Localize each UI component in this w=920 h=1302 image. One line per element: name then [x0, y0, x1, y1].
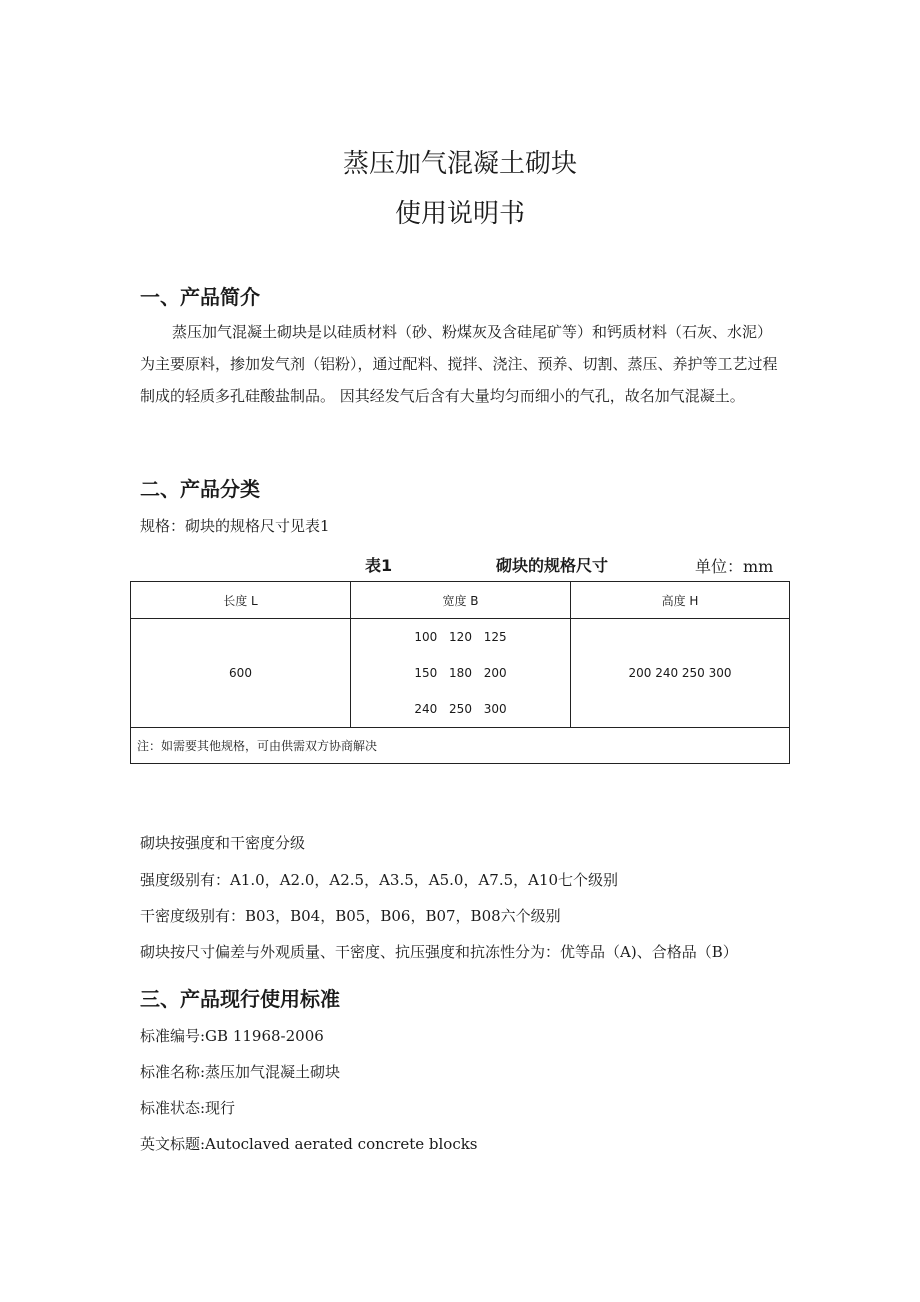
table-note-row — [131, 728, 790, 764]
width-values-row: 150 180 200 — [414, 666, 507, 680]
width-values-row: 240 250 300 — [414, 702, 507, 716]
table-caption-number: 表1 — [365, 556, 393, 575]
document-title: 蒸压加气混凝土砌块 — [342, 149, 577, 179]
cell-widths — [351, 619, 571, 728]
density-grades: 干密度级别有：B03，B04，B05，B06，B07，B08六个级别 — [140, 907, 561, 925]
standard-number: 标准编号:GB 11968-2006 — [140, 1027, 324, 1045]
cell-length: 600 — [131, 619, 351, 728]
header-height: 高度 H — [571, 582, 790, 619]
spec-table — [130, 581, 790, 764]
section-heading-intro: 一、产品简介 — [140, 285, 260, 309]
table-header-row — [131, 582, 790, 619]
cell-heights: 200 240 250 300 — [571, 619, 790, 728]
table-unit: 单位：mm — [695, 557, 774, 576]
width-values-row: 100 120 125 — [414, 630, 507, 644]
quality-grades: 砌块按尺寸偏差与外观质量、干密度、抗压强度和抗冻性分为：优等品（A)、合格品（B） — [140, 943, 738, 961]
table-caption-title: 砌块的规格尺寸 — [496, 556, 609, 575]
header-width: 宽度 B — [351, 582, 571, 619]
section-heading-classification: 二、产品分类 — [140, 477, 260, 501]
english-title: 英文标题:Autoclaved aerated concrete blocks — [140, 1135, 478, 1153]
header-length: 长度 L — [131, 582, 351, 619]
table-row — [131, 619, 790, 728]
spec-intro: 规格：砌块的规格尺寸见表1 — [140, 517, 330, 535]
standard-name: 标准名称:蒸压加气混凝土砌块 — [140, 1063, 341, 1081]
document-subtitle: 使用说明书 — [394, 199, 525, 229]
section-heading-standard: 三、产品现行使用标准 — [140, 987, 340, 1011]
intro-paragraph: 蒸压加气混凝土砌块是以硅质材料（砂、粉煤灰及含硅尾矿等）和钙质材料（石灰、水泥）为主要原料，掺加发气剂（铝粉），通过配料、搅拌、浇注、预养、切割、蒸压、养护等工艺过程制成的轻质多孔硅酸盐制品。 因其经发气后含有大量均匀而细小的气孔，故名加气混凝土。 — [140, 323, 778, 405]
table-note: 注：如需要其他规格，可由供需双方协商解决 — [131, 728, 790, 764]
grading-intro: 砌块按强度和干密度分级 — [140, 834, 306, 852]
standard-status: 标准状态:现行 — [140, 1099, 236, 1117]
strength-grades: 强度级别有：A1.0，A2.0，A2.5，A3.5，A5.0，A7.5，A10七个级别 — [140, 871, 619, 889]
